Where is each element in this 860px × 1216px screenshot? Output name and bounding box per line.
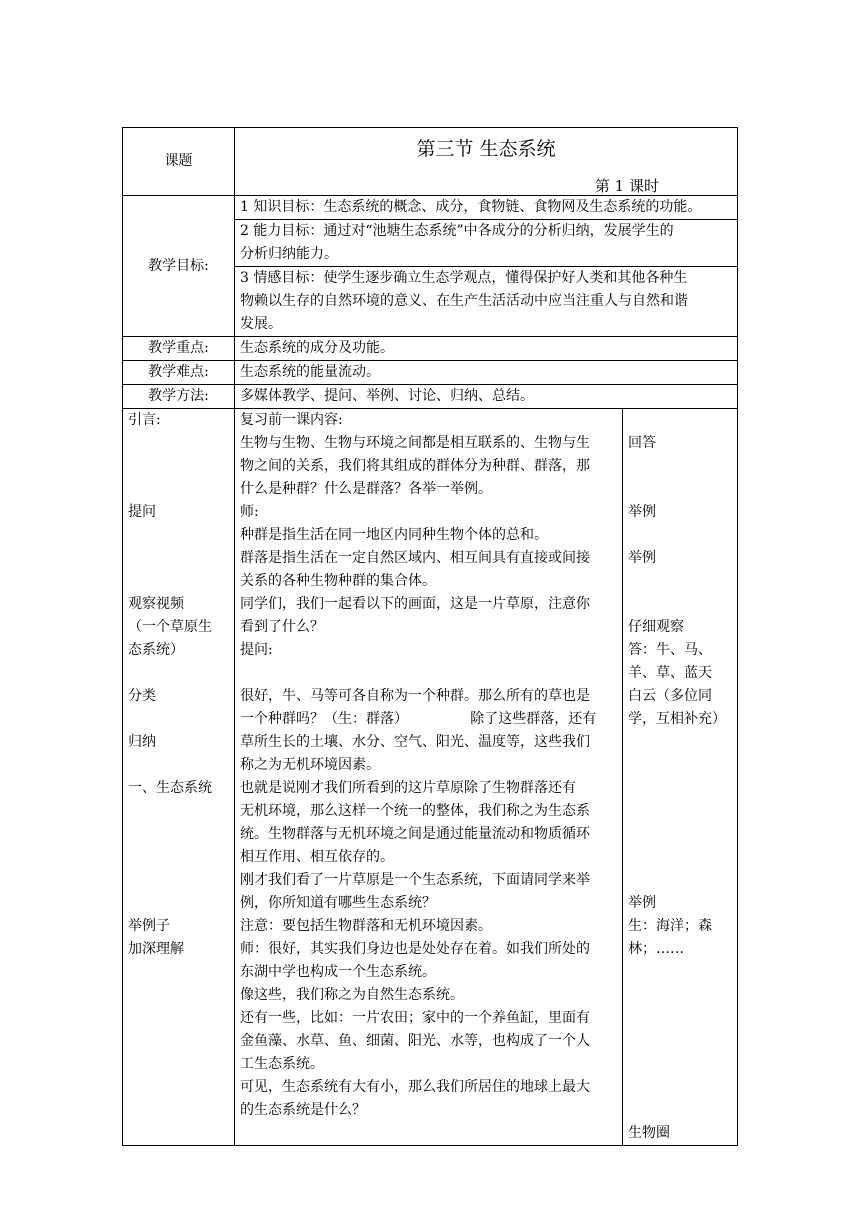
step-label: 举例子: [128, 918, 170, 934]
method-label: 教学方法:: [123, 385, 235, 409]
objective-item: 3 情感目标：使学生逐步确立生态学观点，懂得保护好人类和其他各种生 物赖以生存的自然环境的意义、在生产生活活动中应当注重人与自然和谐 发展。: [235, 267, 738, 337]
content-line: 种群是指生活在同一地区内同种生物个体的总和。: [240, 527, 548, 543]
content-line: 还有一些，比如：一片农田；家中的一个养鱼缸，里面有: [240, 1010, 590, 1026]
content-line: 刚才我们看了一片草原是一个生态系统，下面请同学来举: [240, 872, 590, 888]
content-line: 金鱼藻、水草、鱼、细菌、阳光、水等，也构成了一个人: [240, 1033, 590, 1049]
student-activity-column: [623, 409, 738, 1146]
student-activity: 白云（多位同: [628, 688, 712, 704]
step-label: 提问: [128, 504, 156, 520]
content-line: 复习前一课内容:: [240, 412, 343, 428]
content-line: 也就是说刚才我们所看到的这片草原除了生物群落还有: [240, 780, 576, 796]
content-line: 东湖中学也构成一个生态系统。: [240, 964, 436, 980]
objective-item: 1 知识目标：生态系统的概念、成分，食物链、食物网及生态系统的功能。: [235, 196, 738, 220]
step-label: 观察视频: [128, 596, 184, 612]
content-line: 很好，牛、马等可各自称为一个种群。那么所有的草也是: [240, 688, 590, 704]
content-line: 相互作用、相互依存的。: [240, 849, 394, 865]
objective-item: 2 能力目标：通过对“池塘生态系统”中各成分的分析归纳，发展学生的 分析归纳能力。: [235, 220, 738, 267]
step-label: （一个草原生: [128, 619, 212, 635]
method-value: 多媒体教学、提问、举例、讨论、归纳、总结。: [235, 385, 738, 409]
step-label: 态系统）: [128, 642, 184, 658]
student-activity: 学，互相补充）: [628, 711, 726, 727]
content-line: 什么是种群？什么是群落？各举一举例。: [240, 481, 492, 497]
student-activity: 仔细观察: [628, 619, 684, 635]
student-activity: 举例: [628, 550, 656, 566]
lesson-period: 第 1 课时: [594, 177, 659, 195]
lesson-title: 第三节 生态系统: [416, 138, 556, 160]
content-line: 注意：要包括生物群落和无机环境因素。: [240, 918, 492, 934]
content-line: 生物与生物、生物与环境之间都是相互联系的、生物与生: [240, 435, 590, 451]
objective-row-1: [123, 196, 738, 220]
key-point-row: [123, 337, 738, 361]
topic-label: 课题: [123, 128, 235, 196]
header-row: [123, 128, 738, 196]
key-point-value: 生态系统的成分及功能。: [235, 337, 738, 361]
content-line: 统。生物群落与无机环境之间是通过能量流动和物质循环: [240, 826, 590, 842]
difficulty-row: [123, 361, 738, 385]
content-line: 草所生长的土壤、水分、空气、阳光、温度等，这些我们: [240, 734, 590, 750]
content-line: 例，你所知道有哪些生态系统？: [240, 895, 436, 911]
student-activity: 回答: [628, 435, 656, 451]
content-line: 关系的各种生物种群的集合体。: [240, 573, 436, 589]
content-line: 一个种群吗？（生：群落） 除了这些群落，还有: [240, 711, 597, 727]
step-label: 一、生态系统: [128, 780, 212, 796]
student-activity: 答：牛、马、: [628, 642, 712, 658]
step-label: 引言:: [128, 412, 161, 428]
content-line: 称之为无机环境因素。: [240, 757, 380, 773]
step-label: 归纳: [128, 734, 156, 750]
content-line: 物之间的关系，我们将其组成的群体分为种群、群落，那: [240, 458, 590, 474]
student-activity: 举例: [628, 895, 656, 911]
content-line: 同学们，我们一起看以下的画面，这是一片草原，注意你: [240, 596, 590, 612]
student-activity: 生：海洋；森: [628, 918, 712, 934]
student-activity: 林；……: [628, 941, 684, 957]
content-line: 像这些，我们称之为自然生态系统。: [240, 987, 464, 1003]
difficulty-label: 教学难点:: [123, 361, 235, 385]
content-line: 可见，生态系统有大有小，那么我们所居住的地球上最大: [240, 1079, 590, 1095]
content-line: 工生态系统。: [240, 1056, 324, 1072]
objectives-label: 教学目标:: [123, 196, 235, 337]
student-activity: 羊、草、蓝天: [628, 665, 712, 681]
content-line: 的生态系统是什么？: [240, 1102, 366, 1118]
process-content-column: [235, 409, 623, 1146]
key-point-label: 教学重点:: [123, 337, 235, 361]
method-row: [123, 385, 738, 409]
step-label: 分类: [128, 688, 156, 704]
step-label: 加深理解: [128, 941, 184, 957]
content-line: 群落是指生活在一定自然区域内、相互间具有直接或间接: [240, 550, 590, 566]
content-line: 看到了什么？: [240, 619, 324, 635]
difficulty-value: 生态系统的能量流动。: [235, 361, 738, 385]
content-line: 无机环境，那么这样一个统一的整体，我们称之为生态系: [240, 803, 590, 819]
content-line: 师:: [240, 504, 259, 520]
content-line: 提问:: [240, 642, 273, 658]
student-activity: 生物圈: [628, 1125, 670, 1141]
process-row: [123, 409, 738, 1146]
student-activity: 举例: [628, 504, 656, 520]
lesson-plan-table: [122, 127, 738, 1146]
process-steps-column: [123, 409, 235, 1146]
content-line: 师：很好，其实我们身边也是处处存在着。如我们所处的: [240, 941, 590, 957]
title-cell: [235, 128, 738, 196]
